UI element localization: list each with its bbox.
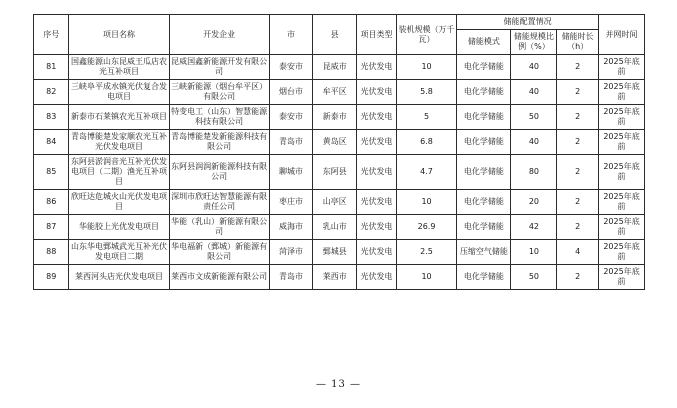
cell-capacity: 6.8 — [396, 130, 456, 155]
cell-storage-mode: 电化学储能 — [457, 80, 511, 105]
cell-city: 青岛市 — [269, 265, 313, 290]
cell-grid-time: 2025年底前 — [599, 215, 645, 240]
cell-capacity: 2.5 — [396, 240, 456, 265]
project-table-container — [33, 14, 645, 290]
cell-project-type: 光伏发电 — [357, 265, 397, 290]
cell-project-type: 光伏发电 — [357, 215, 397, 240]
cell-no: 89 — [34, 265, 69, 290]
header-storage-group: 储能配置情况 — [457, 15, 599, 30]
cell-no: 84 — [34, 130, 69, 155]
cell-storage-scale: 40 — [511, 55, 557, 80]
cell-city: 菏泽市 — [269, 240, 313, 265]
cell-capacity: 4.7 — [396, 155, 456, 190]
cell-county: 新泰市 — [313, 105, 357, 130]
header-county: 县 — [313, 15, 357, 55]
cell-capacity: 10 — [396, 55, 456, 80]
cell-project-name: 国鑫能源山东昆威王瓜店农光互补项目 — [69, 55, 169, 80]
table-row — [34, 155, 645, 190]
cell-project-name: 莱西河头店光伏发电项目 — [69, 265, 169, 290]
cell-storage-scale: 20 — [511, 190, 557, 215]
cell-project-type: 光伏发电 — [357, 80, 397, 105]
cell-project-type: 光伏发电 — [357, 240, 397, 265]
table-row — [34, 265, 645, 290]
cell-capacity: 26.9 — [396, 215, 456, 240]
cell-storage-duration: 2 — [557, 105, 599, 130]
cell-county: 鄄城县 — [313, 240, 357, 265]
cell-storage-scale: 80 — [511, 155, 557, 190]
cell-county: 莱西市 — [313, 265, 357, 290]
cell-storage-duration: 2 — [557, 265, 599, 290]
header-storage-mode: 储能模式 — [457, 30, 511, 55]
cell-developer: 特变电工（山东）智慧能源科技有限公司 — [169, 105, 269, 130]
cell-county: 山亭区 — [313, 190, 357, 215]
cell-developer: 青岛博能楚发新能源科技有限公司 — [169, 130, 269, 155]
cell-city: 威海市 — [269, 215, 313, 240]
cell-storage-mode: 电化学储能 — [457, 55, 511, 80]
page-number: — 13 — — [315, 379, 362, 390]
cell-project-type: 光伏发电 — [357, 130, 397, 155]
cell-city: 泰安市 — [269, 55, 313, 80]
cell-no: 86 — [34, 190, 69, 215]
cell-storage-duration: 2 — [557, 215, 599, 240]
cell-capacity: 10 — [396, 265, 456, 290]
cell-developer: 华能（乳山）新能源有限公司 — [169, 215, 269, 240]
table-row — [34, 55, 645, 80]
cell-county: 东阿县 — [313, 155, 357, 190]
cell-storage-scale: 40 — [511, 130, 557, 155]
cell-capacity: 5.8 — [396, 80, 456, 105]
cell-project-name: 新泰市石莱镇农光互补项目 — [69, 105, 169, 130]
cell-project-name: 东阿县淤润音光互补光伏发电项目（二期）渔光互补项目 — [69, 155, 169, 190]
cell-storage-scale: 10 — [511, 240, 557, 265]
cell-no: 82 — [34, 80, 69, 105]
cell-storage-duration: 2 — [557, 130, 599, 155]
cell-capacity: 10 — [396, 190, 456, 215]
cell-project-type: 光伏发电 — [357, 190, 397, 215]
cell-city: 烟台市 — [269, 80, 313, 105]
cell-storage-scale: 50 — [511, 105, 557, 130]
header-grid-time: 并网时间 — [599, 15, 645, 55]
cell-no: 87 — [34, 215, 69, 240]
cell-storage-duration: 2 — [557, 55, 599, 80]
table-row — [34, 130, 645, 155]
header-no: 序号 — [34, 15, 69, 55]
cell-capacity: 5 — [396, 105, 456, 130]
cell-project-name: 华能胶上光优发电项目 — [69, 215, 169, 240]
cell-developer: 莱西市文成新能源有限公司 — [169, 265, 269, 290]
cell-city: 青岛市 — [269, 130, 313, 155]
cell-storage-scale: 42 — [511, 215, 557, 240]
cell-developer: 深圳市欣旺达智慧能源有限责任公司 — [169, 190, 269, 215]
cell-grid-time: 2025年底前 — [599, 240, 645, 265]
cell-grid-time: 2025年底前 — [599, 130, 645, 155]
cell-county: 黄岛区 — [313, 130, 357, 155]
cell-grid-time: 2025年底前 — [599, 265, 645, 290]
header-row-top — [34, 15, 645, 30]
table-row — [34, 215, 645, 240]
cell-storage-duration: 2 — [557, 190, 599, 215]
cell-project-name: 三峡阜平成水镇光伏复合发电项目 — [69, 80, 169, 105]
cell-storage-scale: 40 — [511, 80, 557, 105]
cell-no: 83 — [34, 105, 69, 130]
cell-no: 85 — [34, 155, 69, 190]
table-row — [34, 240, 645, 265]
cell-project-type: 光伏发电 — [357, 155, 397, 190]
cell-project-name: 山东华电鄄城武光互补光伏发电项目二期 — [69, 240, 169, 265]
cell-grid-time: 2025年底前 — [599, 190, 645, 215]
cell-city: 枣庄市 — [269, 190, 313, 215]
cell-city: 聊城市 — [269, 155, 313, 190]
cell-county: 乳山市 — [313, 215, 357, 240]
table-header — [34, 15, 645, 55]
table-body — [34, 55, 645, 290]
cell-storage-mode: 电化学储能 — [457, 190, 511, 215]
cell-storage-mode: 电化学储能 — [457, 105, 511, 130]
cell-developer: 昆威国鑫新能源开发有限公司 — [169, 55, 269, 80]
table-row — [34, 190, 645, 215]
header-capacity: 装机规模（万千瓦） — [396, 15, 456, 55]
cell-storage-mode: 电化学储能 — [457, 215, 511, 240]
cell-grid-time: 2025年底前 — [599, 80, 645, 105]
cell-storage-mode: 电化学储能 — [457, 265, 511, 290]
cell-county: 牟平区 — [313, 80, 357, 105]
cell-storage-scale: 50 — [511, 265, 557, 290]
cell-storage-duration: 2 — [557, 155, 599, 190]
cell-project-type: 光伏发电 — [357, 55, 397, 80]
header-storage-scale: 储能规模比例（%） — [511, 30, 557, 55]
cell-no: 81 — [34, 55, 69, 80]
cell-storage-mode: 压缩空气储能 — [457, 240, 511, 265]
cell-grid-time: 2025年底前 — [599, 105, 645, 130]
cell-grid-time: 2025年底前 — [599, 55, 645, 80]
cell-storage-duration: 2 — [557, 80, 599, 105]
cell-developer: 三峡新能源（烟台牟平区）有限公司 — [169, 80, 269, 105]
project-table — [33, 14, 645, 290]
cell-city: 泰安市 — [269, 105, 313, 130]
cell-county: 昆威市 — [313, 55, 357, 80]
cell-storage-duration: 4 — [557, 240, 599, 265]
cell-grid-time: 2025年底前 — [599, 155, 645, 190]
cell-no: 88 — [34, 240, 69, 265]
header-project-name: 项目名称 — [69, 15, 169, 55]
header-developer: 开发企业 — [169, 15, 269, 55]
cell-project-name: 青岛博能楚发家顺农光互补光伏发电项目 — [69, 130, 169, 155]
cell-project-name: 欣旺达危城火山光伏发电项目 — [69, 190, 169, 215]
cell-storage-mode: 电化学储能 — [457, 130, 511, 155]
header-storage-duration: 储能时长（h） — [557, 30, 599, 55]
cell-storage-mode: 电化学储能 — [457, 155, 511, 190]
cell-developer: 东阿县润润新能源科技有限公司 — [169, 155, 269, 190]
header-project-type: 项目类型 — [357, 15, 397, 55]
table-row — [34, 80, 645, 105]
cell-developer: 华电福新（鄄城）新能源有限公司 — [169, 240, 269, 265]
cell-project-type: 光伏发电 — [357, 105, 397, 130]
table-row — [34, 105, 645, 130]
header-city: 市 — [269, 15, 313, 55]
